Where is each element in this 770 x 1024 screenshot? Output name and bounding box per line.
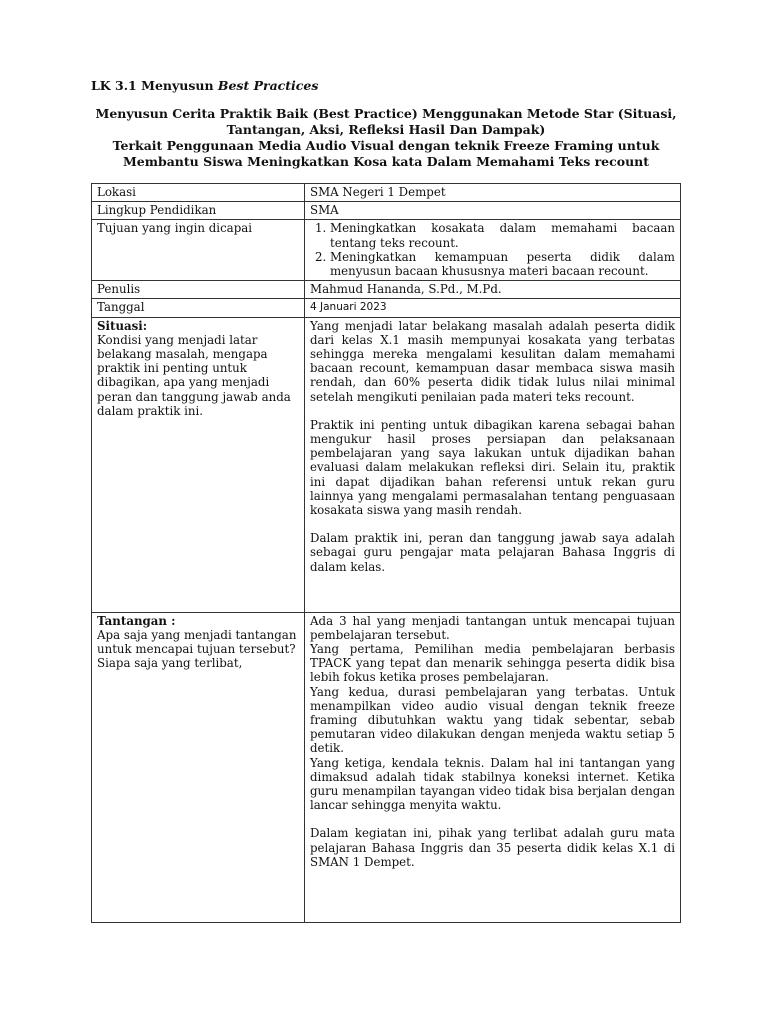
tantangan-question: Apa saja yang menjadi tantangan untuk mencapai tujuan tersebut? Siapa saja yang terlibat, <box>97 627 297 671</box>
goal-item: 1. Meningkatkan kosakata dalam memahami bacaan tentang teks recount. <box>330 221 675 249</box>
goal-item: 2. Meningkatkan kemampuan peserta didik dalam menyusun bacaan khususnya materi bacaan recount. <box>330 250 675 278</box>
label-tanggal: Tanggal <box>92 299 305 317</box>
lk-italic: Best Practices <box>217 78 319 93</box>
document-title <box>88 106 684 170</box>
situasi-question: Kondisi yang menjadi latar belakang masalah, mengapa praktik ini penting untuk dibagikan, apa yang menjadi peran dan tanggung jawab anda dalam praktik ini. <box>97 332 291 418</box>
label-lingkup: Lingkup Pendidikan <box>92 202 305 220</box>
value-tantangan <box>305 612 681 922</box>
lk-prefix: LK 3.1 Menyusun <box>91 78 214 93</box>
row-situasi <box>92 317 681 612</box>
lk-heading <box>91 78 318 93</box>
label-penulis: Penulis <box>92 281 305 299</box>
best-practice-table <box>91 183 681 923</box>
row-tujuan <box>92 220 681 281</box>
tantangan-closing: Dalam kegiatan ini, pihak yang terlibat adalah guru mata pelajaran Bahasa Inggris dan 35 peserta didik kelas X.1 di SMAN 1 Dempet. <box>310 826 675 869</box>
situasi-heading: Situasi: <box>97 318 148 333</box>
value-situasi <box>305 317 681 612</box>
row-tanggal <box>92 299 681 317</box>
title-line-2: Tantangan, Aksi, Refleksi Hasil Dan Dampak) <box>226 122 546 137</box>
row-lokasi <box>92 184 681 202</box>
tantangan-paragraph: Ada 3 hal yang menjadi tantangan untuk mencapai tujuan pembelajaran tersebut. <box>310 613 675 642</box>
row-lingkup <box>92 202 681 220</box>
value-tanggal: 4 Januari 2023 <box>305 299 681 317</box>
tantangan-paragraph: Yang pertama, Pemilihan media pembelajaran berbasis TPACK yang tepat dan menarik sehingga peserta didik bisa lebih fokus ketika proses pembelajaran. <box>310 642 675 685</box>
goals-list <box>310 221 675 278</box>
tantangan-heading: Tantangan : <box>97 613 176 628</box>
label-tujuan: Tujuan yang ingin dicapai <box>92 220 305 281</box>
label-situasi <box>92 317 305 612</box>
row-tantangan <box>92 612 681 922</box>
label-tantangan <box>92 612 305 922</box>
label-lokasi: Lokasi <box>92 184 305 202</box>
situasi-paragraph: Praktik ini penting untuk dibagikan karena sebagai bahan mengukur hasil proses persiapan dan pelaksanaan pembelajaran yang saya lakukan untuk dijadikan bahan evaluasi dalam melakukan refleksi diri. Selain itu, praktik ini dapat dijadikan bahan referensi untuk rekan guru lainnya yang mengalami permasalahan tentang penguasaan kosakata siswa yang masih rendah. <box>310 417 675 518</box>
title-line-4: Membantu Siswa Meningkatkan Kosa kata Dalam Memahami Teks recount <box>122 154 650 169</box>
value-lingkup: SMA <box>305 202 681 220</box>
title-line-3: Terkait Penggunaan Media Audio Visual dengan teknik Freeze Framing untuk <box>112 138 660 153</box>
value-tujuan <box>305 220 681 281</box>
row-penulis <box>92 281 681 299</box>
situasi-paragraph: Yang menjadi latar belakang masalah adalah peserta didik dari kelas X.1 masih mempunyai kosakata yang terbatas sehingga mereka mengalami kesulitan dalam memahami bacaan recount, kemampuan dasar membaca siswa masih rendah, dan 60% peserta didik tidak lulus nilai minimal setelah mengikuti penilaian pada materi teks recount. <box>310 318 675 404</box>
value-lokasi: SMA Negeri 1 Dempet <box>305 184 681 202</box>
tantangan-paragraph: Yang kedua, durasi pembelajaran yang terbatas. Untuk menampilkan video audio visual dengan teknik freeze framing dibutuhkan waktu yang tidak sebentar, sebab pemutaran video dilakukan dengan menjeda waktu setiap 5 detik. <box>310 684 675 756</box>
tantangan-paragraph: Yang ketiga, kendala teknis. Dalam hal ini tantangan yang dimaksud adalah tidak stabilnya koneksi internet. Ketika guru menampilan tayangan video tidak bisa berjalan dengan lancar sehingga menyita waktu. <box>310 755 675 813</box>
situasi-paragraph: Dalam praktik ini, peran dan tanggung jawab saya adalah sebagai guru pengajar mata pelajaran Bahasa Inggris di dalam kelas. <box>310 531 675 574</box>
title-line-1: Menyusun Cerita Praktik Baik (Best Practice) Menggunakan Metode Star (Situasi, <box>95 106 677 121</box>
value-penulis: Mahmud Hananda, S.Pd., M.Pd. <box>305 281 681 299</box>
